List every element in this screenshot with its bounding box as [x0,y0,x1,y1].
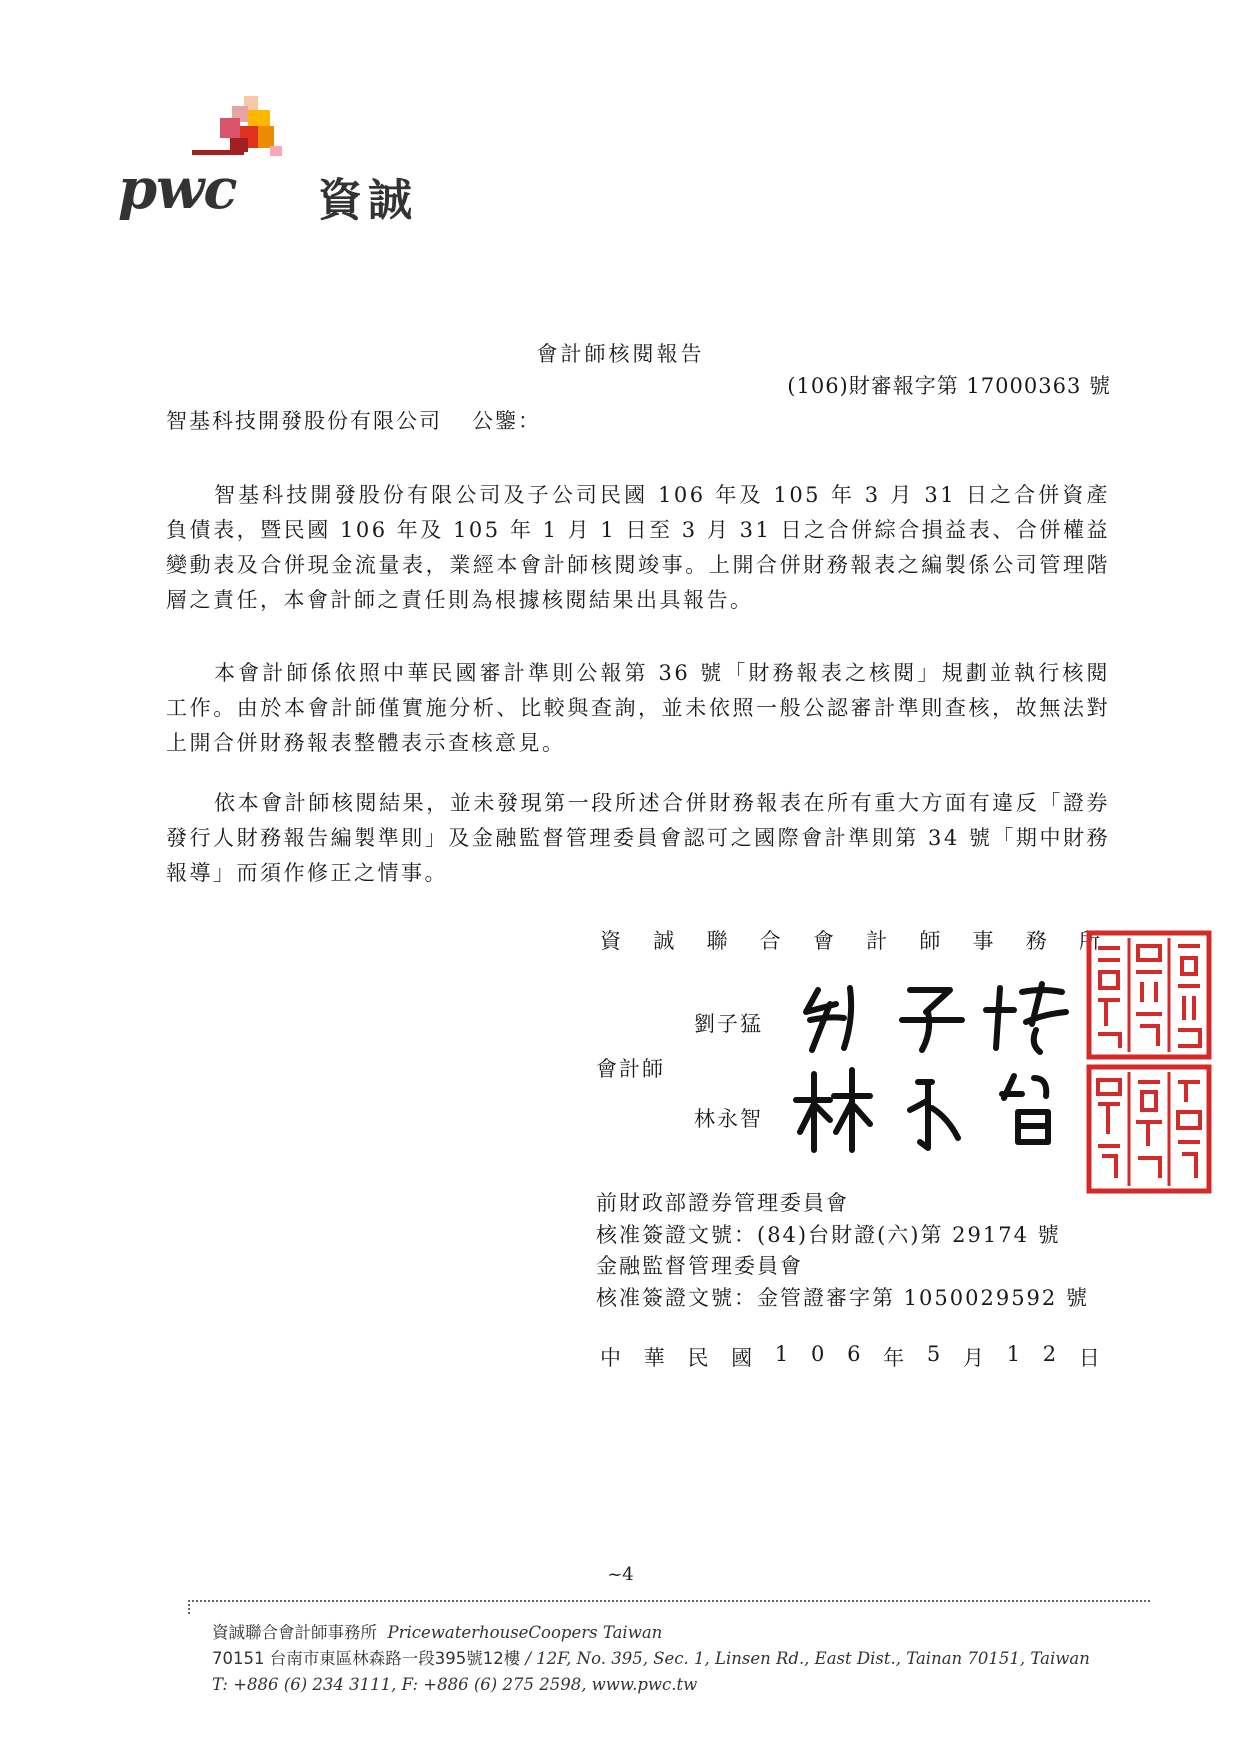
addressee [166,405,541,435]
footer-firm-cn: 資誠聯合會計師事務所 [212,1623,377,1642]
logo-squares-icon [192,96,282,160]
paragraph-1: 智基科技開發股份有限公司及子公司民國 106 年及 105 年 3 月 31 日之合併資產負債表，暨民國 106 年及 105 年 1 月 1 日至 3 月 31 日之合併綜合損益表、合併權益變動表及合併現金流量表，業經本會計師核閱竣事。上開合併財務報表之編製係公司管理階層之責任，本會計師之責任則為根據核閱結果出具報告。 [166,483,1110,612]
pwc-logo [118,96,448,226]
accountant-1-name: 劉子猛 [694,1012,763,1036]
approval-numbers [596,1188,1089,1314]
footer-contact: T: +886 (6) 234 3111, F: +886 (6) 275 2598, www.pwc.tw [212,1675,698,1694]
firm-name: 資 誠 聯 合 會 計 師 事 務 所 [600,929,1100,953]
paragraph-3: 依本會計師核閱結果，並未發現第一段所述合併財務報表在所有重大方面有違反「證券發行人財務報告編製準則」及金融監督管理委員會認可之國際會計準則第 34 號「期中財務報導」而須作修正之情事。 [166,791,1110,885]
addressee-company: 智基科技開發股份有限公司 [166,409,442,433]
footer-firm-line [212,1620,1090,1646]
salutation: 公鑒： [472,409,541,433]
footer-address-cn: 70151 台南市東區林森路一段395號12樓 [212,1649,521,1668]
accountant-2-name: 林永智 [694,1107,763,1131]
footer-address-en: / 12F, No. 395, Sec. 1, Linsen Rd., East Dist., Tainan 70151, Taiwan [520,1649,1090,1668]
page-number: ~4 [607,1564,634,1585]
approval-authority-2: 金融監督管理委員會 [596,1254,803,1278]
pwc-wordmark: pwc [118,156,237,222]
footer [212,1620,1090,1698]
footer-divider [188,1600,1150,1602]
brand-chinese-name: 資誠 [318,175,418,226]
approval-number-1: 核准簽證文號：(84)台財證(六)第 29174 號 [596,1222,1061,1247]
report-title: 會計師核閱報告 [536,342,705,366]
footer-firm-en: PricewaterhouseCoopers Taiwan [387,1623,663,1642]
firm-seal-1-icon [1086,930,1212,1060]
paragraph-2: 本會計師係依照中華民國審計準則公報第 36 號「財務報表之核閱」規劃並執行核閱工作。由於本會計師僅實施分析、比較與查詢，並未依照一般公認審計準則查核，故無法對上開合併財務報表整體表示查核意見。 [166,661,1110,755]
approval-number-2: 核准簽證文號：金管證審字第 1050029592 號 [596,1285,1089,1310]
accountant-role-label: 會計師 [596,1057,665,1081]
reference-number: (106)財審報字第 17000363 號 [787,374,1111,398]
signature-1-icon [790,970,1080,1060]
report-date: 中 華 民 國 1 0 6 年 5 月 1 2 日 [600,1342,1100,1370]
footer-address-line [212,1646,1090,1672]
approval-authority-1: 前財政部證券管理委員會 [596,1191,849,1215]
firm-seal-2-icon [1086,1064,1212,1194]
footer-divider-tick [188,1600,190,1614]
signature-2-icon [790,1060,1080,1160]
